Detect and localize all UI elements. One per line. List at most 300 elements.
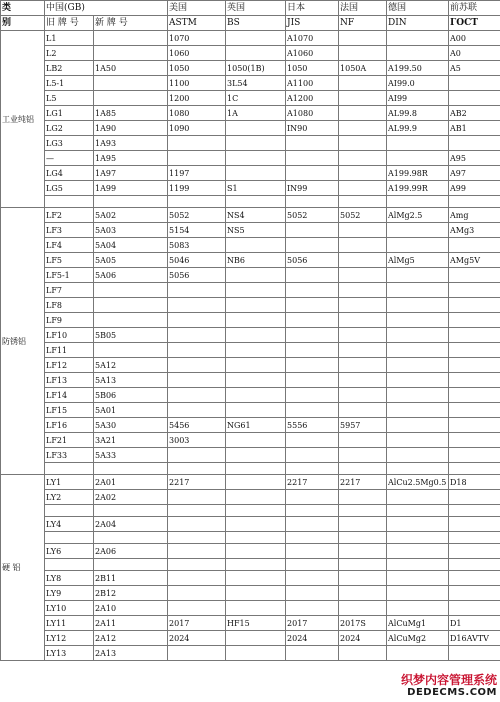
- header-row-1: [1, 1, 500, 16]
- header-row-2: [1, 16, 500, 31]
- table-cell: [286, 532, 339, 544]
- table-cell: [94, 313, 168, 328]
- table-row: [1, 586, 500, 601]
- table-cell: [339, 448, 387, 463]
- table-cell: A199.99R: [387, 181, 449, 196]
- table-cell: AB1: [449, 121, 500, 136]
- table-cell: [449, 559, 500, 571]
- table-row: [1, 223, 500, 238]
- table-cell: [226, 463, 286, 475]
- table-cell: [387, 388, 449, 403]
- table-cell: AlCu2.5Mg0.5: [387, 475, 449, 490]
- table-cell: [339, 646, 387, 661]
- table-cell: 5083: [168, 238, 226, 253]
- table-row: [1, 601, 500, 616]
- table-cell: [226, 586, 286, 601]
- table-cell: [339, 559, 387, 571]
- table-cell: [339, 166, 387, 181]
- table-cell: AlCuMg2: [387, 631, 449, 646]
- table-cell: [168, 151, 226, 166]
- table-cell: 1A97: [94, 166, 168, 181]
- table-cell: [226, 559, 286, 571]
- table-header: [1, 1, 500, 31]
- table-cell: LF9: [45, 313, 94, 328]
- table-cell: A1200: [286, 91, 339, 106]
- table-row: [1, 91, 500, 106]
- table-cell: [286, 268, 339, 283]
- table-cell: [226, 532, 286, 544]
- table-cell: [94, 283, 168, 298]
- table-cell: LY9: [45, 586, 94, 601]
- table-cell: [449, 463, 500, 475]
- table-cell: 2A13: [94, 646, 168, 661]
- table-cell: A0: [449, 46, 500, 61]
- table-cell: A99: [449, 181, 500, 196]
- table-cell: AI99.0: [387, 76, 449, 91]
- table-row: [1, 121, 500, 136]
- header-category: 类: [1, 1, 45, 16]
- table-cell: [94, 559, 168, 571]
- table-cell: 2217: [339, 475, 387, 490]
- table-cell: LY1: [45, 475, 94, 490]
- table-cell: 3L54: [226, 76, 286, 91]
- table-cell: LY8: [45, 571, 94, 586]
- table-cell: 2024: [168, 631, 226, 646]
- table-cell: [286, 196, 339, 208]
- header-category-2: 别: [1, 16, 45, 31]
- table-cell: [286, 358, 339, 373]
- table-cell: [226, 283, 286, 298]
- table-cell: LY12: [45, 631, 94, 646]
- table-cell: LY4: [45, 517, 94, 532]
- table-cell: [286, 373, 339, 388]
- table-cell: [449, 91, 500, 106]
- table-cell: [168, 646, 226, 661]
- table-cell: [286, 238, 339, 253]
- table-cell: [339, 544, 387, 559]
- table-cell: 1200: [168, 91, 226, 106]
- table-cell: [168, 298, 226, 313]
- table-cell: [339, 505, 387, 517]
- table-cell: 1050: [286, 61, 339, 76]
- table-cell: [168, 328, 226, 343]
- table-cell: [168, 388, 226, 403]
- table-row: [1, 463, 500, 475]
- header-astm: ASTM: [168, 16, 226, 31]
- table-cell: [449, 76, 500, 91]
- table-cell: 1070: [168, 31, 226, 46]
- table-row: [1, 328, 500, 343]
- table-cell: LY10: [45, 601, 94, 616]
- table-cell: LF2: [45, 208, 94, 223]
- table-cell: [94, 343, 168, 358]
- table-cell: [339, 328, 387, 343]
- table-cell: 5056: [286, 253, 339, 268]
- table-cell: AB2: [449, 106, 500, 121]
- table-body: [1, 31, 500, 661]
- table-cell: 1100: [168, 76, 226, 91]
- table-cell: D1: [449, 616, 500, 631]
- table-cell: 2217: [286, 475, 339, 490]
- table-cell: [286, 223, 339, 238]
- table-cell: [339, 463, 387, 475]
- table-cell: 1C: [226, 91, 286, 106]
- table-cell: [45, 463, 94, 475]
- table-cell: [286, 544, 339, 559]
- table-cell: [168, 136, 226, 151]
- table-cell: [339, 268, 387, 283]
- table-row: [1, 433, 500, 448]
- table-cell: [45, 532, 94, 544]
- table-row: [1, 631, 500, 646]
- table-cell: AlMg2.5: [387, 208, 449, 223]
- table-cell: [387, 448, 449, 463]
- table-cell: [387, 646, 449, 661]
- table-cell: [449, 388, 500, 403]
- table-cell: [449, 358, 500, 373]
- table-cell: 5052: [339, 208, 387, 223]
- table-cell: L2: [45, 46, 94, 61]
- watermark-line-2: DEDECMS.COM: [407, 687, 497, 698]
- table-row: [1, 196, 500, 208]
- table-cell: [226, 403, 286, 418]
- table-cell: 2017: [168, 616, 226, 631]
- watermark-line-1: 织梦内容管理系统: [400, 672, 497, 687]
- table-cell: LF8: [45, 298, 94, 313]
- table-cell: [226, 268, 286, 283]
- header-france: 法国: [339, 1, 387, 16]
- table-cell: 2A10: [94, 601, 168, 616]
- table-row: [1, 559, 500, 571]
- table-cell: [168, 358, 226, 373]
- table-cell: [168, 448, 226, 463]
- table-cell: 5456: [168, 418, 226, 433]
- table-cell: [339, 238, 387, 253]
- table-cell: [339, 91, 387, 106]
- table-cell: [286, 646, 339, 661]
- table-cell: [226, 517, 286, 532]
- table-cell: [168, 532, 226, 544]
- table-cell: 2017: [286, 616, 339, 631]
- table-row: [1, 61, 500, 76]
- table-cell: [449, 373, 500, 388]
- table-row: [1, 517, 500, 532]
- table-row: [1, 448, 500, 463]
- table-cell: [387, 46, 449, 61]
- table-cell: [387, 196, 449, 208]
- table-cell: A1060: [286, 46, 339, 61]
- table-cell: [449, 343, 500, 358]
- table-cell: [339, 253, 387, 268]
- table-cell: [387, 559, 449, 571]
- table-cell: AMg3: [449, 223, 500, 238]
- table-cell: LF3: [45, 223, 94, 238]
- table-cell: [168, 463, 226, 475]
- table-row: [1, 532, 500, 544]
- table-cell: [168, 559, 226, 571]
- table-cell: [339, 388, 387, 403]
- header-uk: 英国: [226, 1, 286, 16]
- table-cell: AL99.9: [387, 121, 449, 136]
- table-cell: [449, 418, 500, 433]
- table-row: [1, 505, 500, 517]
- table-cell: LY2: [45, 490, 94, 505]
- table-cell: [449, 646, 500, 661]
- table-cell: [387, 490, 449, 505]
- table-cell: [339, 313, 387, 328]
- table-cell: [339, 136, 387, 151]
- table-cell: [286, 151, 339, 166]
- table-cell: LG1: [45, 106, 94, 121]
- table-cell: [339, 343, 387, 358]
- table-row: [1, 571, 500, 586]
- table-cell: 2024: [339, 631, 387, 646]
- table-cell: AlMg5: [387, 253, 449, 268]
- table-cell: 3003: [168, 433, 226, 448]
- table-row: [1, 46, 500, 61]
- table-cell: [286, 505, 339, 517]
- table-cell: [94, 31, 168, 46]
- table-cell: 1197: [168, 166, 226, 181]
- table-cell: —: [45, 151, 94, 166]
- table-cell: LF5: [45, 253, 94, 268]
- table-cell: 5A06: [94, 268, 168, 283]
- table-cell: [449, 136, 500, 151]
- table-cell: [286, 571, 339, 586]
- table-cell: 1199: [168, 181, 226, 196]
- table-cell: [449, 298, 500, 313]
- table-cell: LF7: [45, 283, 94, 298]
- table-cell: 5A33: [94, 448, 168, 463]
- table-cell: [168, 490, 226, 505]
- table-cell: [387, 151, 449, 166]
- table-cell: [449, 283, 500, 298]
- table-cell: 2A02: [94, 490, 168, 505]
- table-cell: 1050A: [339, 61, 387, 76]
- table-cell: AI99: [387, 91, 449, 106]
- table-cell: 1A50: [94, 61, 168, 76]
- table-cell: S1: [226, 181, 286, 196]
- table-cell: [387, 403, 449, 418]
- table-cell: [387, 373, 449, 388]
- table-cell: [168, 196, 226, 208]
- table-cell: [226, 631, 286, 646]
- table-cell: [339, 151, 387, 166]
- table-cell: [286, 448, 339, 463]
- category-cell: 工业纯铝: [1, 31, 45, 208]
- table-cell: [226, 544, 286, 559]
- table-cell: [286, 490, 339, 505]
- table-cell: NB6: [226, 253, 286, 268]
- table-cell: [339, 106, 387, 121]
- table-cell: [226, 490, 286, 505]
- table-cell: 2017S: [339, 616, 387, 631]
- table-cell: [449, 433, 500, 448]
- table-cell: LG2: [45, 121, 94, 136]
- table-cell: 5A05: [94, 253, 168, 268]
- table-row: [1, 343, 500, 358]
- table-cell: [45, 196, 94, 208]
- table-cell: [226, 343, 286, 358]
- table-cell: [339, 121, 387, 136]
- table-cell: [286, 388, 339, 403]
- table-row: [1, 268, 500, 283]
- table-cell: LF12: [45, 358, 94, 373]
- table-cell: [387, 223, 449, 238]
- table-cell: [339, 283, 387, 298]
- table-cell: [286, 343, 339, 358]
- table-row: [1, 253, 500, 268]
- table-cell: LF13: [45, 373, 94, 388]
- table-cell: IN90: [286, 121, 339, 136]
- table-cell: L5-1: [45, 76, 94, 91]
- table-cell: [339, 181, 387, 196]
- table-cell: A5: [449, 61, 500, 76]
- table-cell: [286, 559, 339, 571]
- table-cell: 2A06: [94, 544, 168, 559]
- table-cell: 1A95: [94, 151, 168, 166]
- watermark: [401, 674, 497, 698]
- table-cell: 5052: [286, 208, 339, 223]
- table-cell: [168, 343, 226, 358]
- table-cell: [449, 490, 500, 505]
- table-cell: [339, 586, 387, 601]
- table-cell: [449, 238, 500, 253]
- table-cell: [286, 463, 339, 475]
- table-cell: Amg: [449, 208, 500, 223]
- table-cell: A00: [449, 31, 500, 46]
- category-cell: 硬 铝: [1, 475, 45, 661]
- table-row: [1, 358, 500, 373]
- table-cell: [226, 46, 286, 61]
- table-cell: IN99: [286, 181, 339, 196]
- table-cell: [387, 238, 449, 253]
- table-cell: [94, 532, 168, 544]
- table-cell: [339, 403, 387, 418]
- table-cell: 1050: [168, 61, 226, 76]
- header-ussr: 前苏联: [449, 1, 500, 16]
- table-cell: NS5: [226, 223, 286, 238]
- table-cell: 1060: [168, 46, 226, 61]
- table-cell: [387, 571, 449, 586]
- table-cell: L1: [45, 31, 94, 46]
- table-cell: [286, 298, 339, 313]
- table-cell: LF11: [45, 343, 94, 358]
- table-cell: A199.98R: [387, 166, 449, 181]
- table-cell: [226, 238, 286, 253]
- table-cell: [168, 586, 226, 601]
- table-cell: [339, 373, 387, 388]
- table-cell: [339, 196, 387, 208]
- table-cell: LG5: [45, 181, 94, 196]
- table-cell: 5A01: [94, 403, 168, 418]
- table-cell: A97: [449, 166, 500, 181]
- table-cell: [387, 601, 449, 616]
- table-cell: [226, 313, 286, 328]
- table-cell: [449, 313, 500, 328]
- table-cell: [286, 283, 339, 298]
- header-usa: 美国: [168, 1, 226, 16]
- table-cell: [94, 505, 168, 517]
- table-cell: NS4: [226, 208, 286, 223]
- table-cell: 5A03: [94, 223, 168, 238]
- table-cell: [339, 490, 387, 505]
- table-cell: [94, 463, 168, 475]
- table-cell: 2B11: [94, 571, 168, 586]
- table-cell: 5052: [168, 208, 226, 223]
- table-cell: [168, 544, 226, 559]
- table-cell: [449, 196, 500, 208]
- table-cell: LF10: [45, 328, 94, 343]
- table-cell: 1050(1B): [226, 61, 286, 76]
- table-cell: 1090: [168, 121, 226, 136]
- table-cell: 2217: [168, 475, 226, 490]
- table-cell: [226, 151, 286, 166]
- header-din: DIN: [387, 16, 449, 31]
- table-row: [1, 166, 500, 181]
- table-row: [1, 475, 500, 490]
- table-cell: [168, 313, 226, 328]
- table-cell: L5: [45, 91, 94, 106]
- table-cell: [387, 313, 449, 328]
- table-cell: LF4: [45, 238, 94, 253]
- table-cell: 1A90: [94, 121, 168, 136]
- table-cell: [449, 571, 500, 586]
- table-cell: [339, 46, 387, 61]
- table-row: [1, 373, 500, 388]
- table-cell: 2A01: [94, 475, 168, 490]
- header-china: 中国(GB): [45, 1, 168, 16]
- table-row: [1, 646, 500, 661]
- table-cell: [387, 358, 449, 373]
- table-cell: [286, 433, 339, 448]
- table-row: [1, 208, 500, 223]
- header-nf: NF: [339, 16, 387, 31]
- table-cell: [387, 433, 449, 448]
- table-cell: [387, 532, 449, 544]
- table-cell: [449, 544, 500, 559]
- table-cell: [387, 586, 449, 601]
- table-cell: [226, 166, 286, 181]
- table-cell: [339, 532, 387, 544]
- table-cell: LY6: [45, 544, 94, 559]
- table-cell: [168, 517, 226, 532]
- table-cell: [286, 601, 339, 616]
- table-cell: [286, 136, 339, 151]
- header-bs: BS: [226, 16, 286, 31]
- table-cell: [387, 31, 449, 46]
- table-cell: [94, 76, 168, 91]
- table-cell: A1080: [286, 106, 339, 121]
- table-cell: AlCuMg1: [387, 616, 449, 631]
- table-cell: 1A85: [94, 106, 168, 121]
- table-row: [1, 403, 500, 418]
- table-cell: [286, 517, 339, 532]
- table-cell: 2A04: [94, 517, 168, 532]
- table-cell: LF33: [45, 448, 94, 463]
- table-cell: [387, 463, 449, 475]
- table-cell: D16AVTV: [449, 631, 500, 646]
- table-cell: [168, 601, 226, 616]
- table-row: [1, 76, 500, 91]
- table-cell: [286, 166, 339, 181]
- table-row: [1, 181, 500, 196]
- table-cell: 1A: [226, 106, 286, 121]
- table-cell: 2B12: [94, 586, 168, 601]
- table-cell: [226, 31, 286, 46]
- header-old-grade: 旧 牌 号: [45, 16, 94, 31]
- header-germany: 德国: [387, 1, 449, 16]
